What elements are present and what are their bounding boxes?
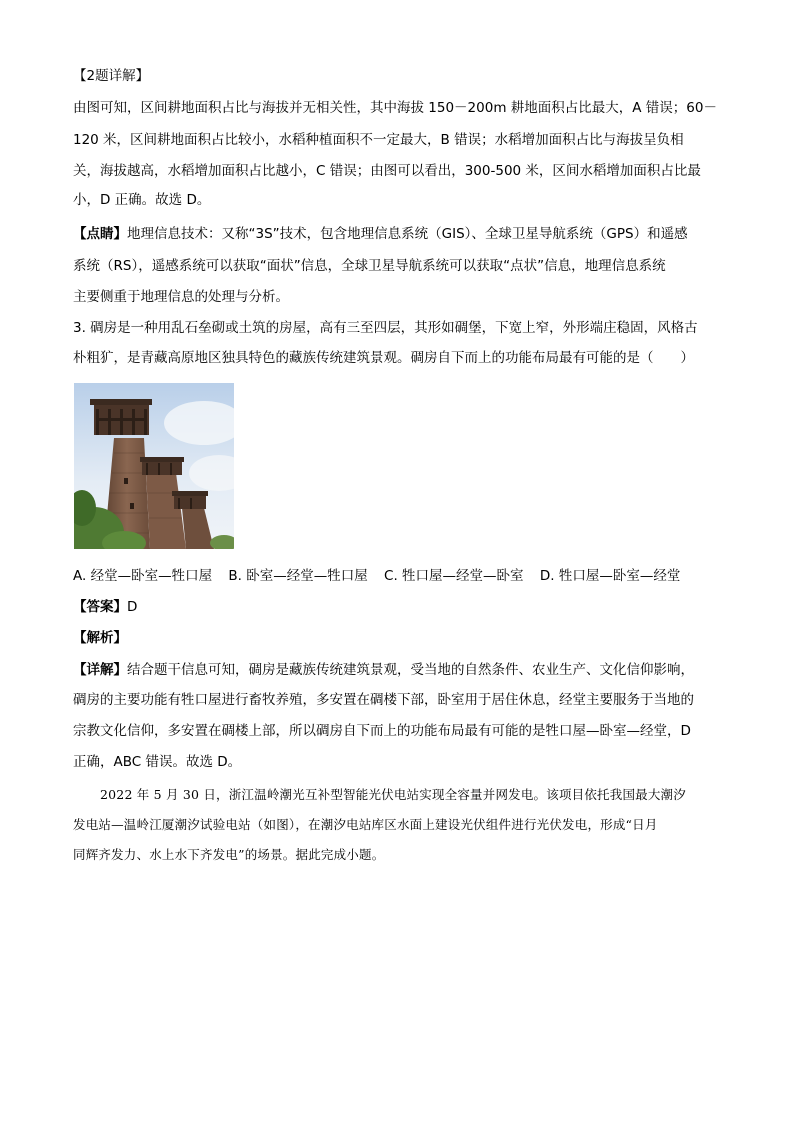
detail-line-1 — [73, 660, 721, 680]
analysis-label: 【解析】 — [73, 630, 127, 646]
intro-line-1: 2022 年 5 月 30 日，浙江温岭潮光互补型智能光伏电站实现全容量并网发电。该项目依托我国最大潮汐 — [100, 787, 686, 802]
intro-line-2: 发电站—温岭江厦潮汐试验电站（如图），在潮汐电站库区水面上建设光伏组件进行光伏发电，形成“日月 — [73, 817, 658, 832]
tip-line-3: 主要侧重于地理信息的处理与分析。 — [73, 289, 289, 305]
question3-line-2: 朴粗犷，是青藏高原地区独具特色的藏族传统建筑景观。碉房自下而上的功能布局最有可能的是（ ） — [73, 350, 694, 366]
intro-line-3: 同辉齐发力、水上水下齐发电”的场景。据此完成小题。 — [73, 847, 385, 862]
section2-line-4: 小，D 正确。故选 D。 — [73, 192, 211, 208]
answer-line — [73, 597, 721, 617]
question3-line-1: 3. 碉房是一种用乱石垒砌或土筑的房屋，高有三至四层，其形如碉堡，下宽上窄，外形端庄稳固，风格古 — [73, 320, 698, 336]
section2-line-1: 由图可知，区间耕地面积占比与海拔并无相关性，其中海拔 150－200m 耕地面积占比最大，A 错误；60－ — [73, 100, 717, 116]
section2-line-2: 120 米，区间耕地面积占比较小，水稻种植面积不一定最大，B 错误；水稻增加面积占比与海拔呈负相 — [73, 132, 684, 148]
answer-label: 【答案】 — [73, 599, 127, 615]
question3-options — [73, 566, 723, 586]
detail-line-3: 宗教文化信仰，多安置在碉楼上部，所以碉房自下而上的功能布局最有可能的是牲口屋—卧室—经堂，D — [73, 723, 691, 739]
section2-line-3: 关，海拔越高，水稻增加面积占比越小，C 错误；由图可以看出，300-500 米，区间水稻增加面积占比最 — [73, 163, 701, 179]
tip-label: 【点睛】 — [73, 226, 127, 242]
tip-text-1: 地理信息技术：又称“3S”技术，包含地理信息系统（GIS）、全球卫星导航系统（GPS）和遥感 — [127, 226, 688, 242]
answer-value: D — [127, 599, 138, 615]
option-b[interactable]: B. 卧室—经堂—牲口屋 — [228, 568, 368, 584]
tip-line-1 — [73, 224, 721, 244]
detail-line-2: 碉房的主要功能有牲口屋进行畜牧养殖，多安置在碉楼下部，卧室用于居住休息，经堂主要服务于当地的 — [73, 692, 694, 708]
detail-label: 【详解】 — [73, 662, 127, 678]
detail-text-1: 结合题干信息可知，碉房是藏族传统建筑景观，受当地的自然条件、农业生产、文化信仰影响， — [127, 662, 694, 678]
detail-line-4: 正确，ABC 错误。故选 D。 — [73, 754, 242, 770]
diaofang-photo-drawing — [74, 383, 234, 549]
diaofang-photo — [74, 383, 234, 549]
option-d[interactable]: D. 牲口屋—卧室—经堂 — [539, 568, 681, 584]
option-c[interactable]: C. 牲口屋—经堂—卧室 — [384, 568, 524, 584]
section2-heading: 【2题详解】 — [73, 68, 150, 84]
tip-line-2: 系统（RS），遥感系统可以获取“面状”信息，全球卫星导航系统可以获取“点状”信息，地理信息系统 — [73, 258, 666, 274]
option-a[interactable]: A. 经堂—卧室—牲口屋 — [73, 568, 213, 584]
